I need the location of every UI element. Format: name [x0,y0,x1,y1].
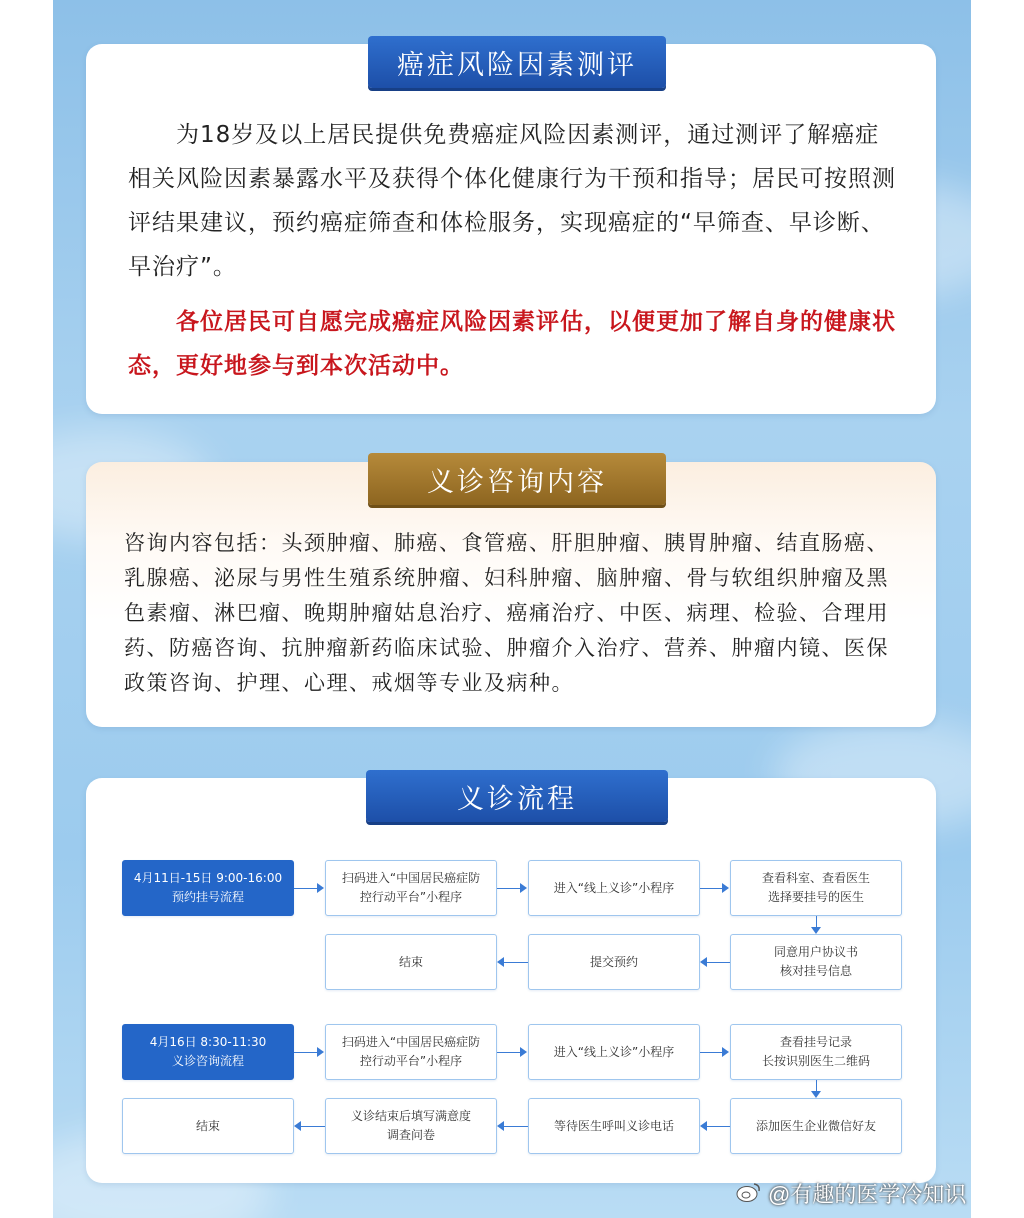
arrow-right-icon [317,883,324,893]
flow-connector [294,888,318,889]
arrow-left-icon [700,1121,707,1131]
flow-connector [301,1126,325,1127]
flow1-step-end: 结束 [325,934,497,990]
watermark-text: @有趣的医学冷知识 [768,1182,967,1207]
flow-connector [700,888,723,889]
flow-connector [497,1052,521,1053]
risk-assessment-paragraph: 为18岁及以上居民提供免费癌症风险因素测评，通过测评了解癌症相关风险因素暴露水平及获得个体化健康行为干预和指导；居民可按照测评结果建议，预约癌症筛查和体检服务，实现癌症的“早筛查、早诊断、早治疗”。 [128,122,896,280]
flow2-step-scan: 扫码进入“中国居民癌症防 控行动平台”小程序 [325,1024,497,1080]
flow1-step-agree: 同意用户协议书 核对挂号信息 [730,934,902,990]
arrow-right-icon [317,1047,324,1057]
flow2-step-end: 结束 [122,1098,294,1154]
flow-connector [497,888,521,889]
flow1-step-scan: 扫码进入“中国居民癌症防 控行动平台”小程序 [325,860,497,916]
arrow-left-icon [497,1121,504,1131]
risk-assessment-title: 癌症风险因素测评 [368,36,666,88]
flow-connector [707,962,730,963]
arrow-down-icon [811,1091,821,1098]
weibo-icon [736,1181,762,1203]
arrow-left-icon [497,957,504,967]
flow2-step-survey: 义诊结束后填写满意度 调查问卷 [325,1098,497,1154]
consultation-content-text: 咨询内容包括：头颈肿瘤、肺癌、食管癌、肝胆肿瘤、胰胃肿瘤、结直肠癌、乳腺癌、泌尿与男性生殖系统肿瘤、妇科肿瘤、脑肿瘤、骨与软组织肿瘤及黑色素瘤、淋巴瘤、晚期肿瘤姑息治疗、癌痛治疗、中医、病理、检验、合理用药、防癌咨询、抗肿瘤新药临床试验、肿瘤介入治疗、营养、肿瘤内镜、医保政策咨询、护理、心理、戒烟等专业及病种。 [124,531,889,695]
arrow-left-icon [700,957,707,967]
flow1-step-submit: 提交预约 [528,934,700,990]
risk-assessment-notice: 各位居民可自愿完成癌症风险因素评估，以便更加了解自身的健康状态，更好地参与到本次活动中。 [128,309,896,379]
flow-connector [707,1126,730,1127]
flow2-step-enter: 进入“线上义诊”小程序 [528,1024,700,1080]
arrow-down-icon [811,927,821,934]
flow1-step-enter: 进入“线上义诊”小程序 [528,860,700,916]
flow-connector [294,1052,318,1053]
arrow-right-icon [520,883,527,893]
flow-connector [504,1126,528,1127]
flow2-step-add-wechat: 添加医生企业微信好友 [730,1098,902,1154]
clinic-process-title: 义诊流程 [366,770,668,822]
flow1-head: 4月11日-15日 9:00-16:00 预约挂号流程 [122,860,294,916]
flow2-step-check-record: 查看挂号记录 长按识别医生二维码 [730,1024,902,1080]
flow-connector [504,962,528,963]
flow-connector [700,1052,723,1053]
arrow-right-icon [520,1047,527,1057]
consultation-content-title: 义诊咨询内容 [368,453,666,505]
flow1-step-select-doctor: 查看科室、查看医生 选择要挂号的医生 [730,860,902,916]
flow2-head: 4月16日 8:30-11:30 义诊咨询流程 [122,1024,294,1080]
arrow-right-icon [722,883,729,893]
flow2-step-wait-call: 等待医生呼叫义诊电话 [528,1098,700,1154]
arrow-left-icon [294,1121,301,1131]
arrow-right-icon [722,1047,729,1057]
